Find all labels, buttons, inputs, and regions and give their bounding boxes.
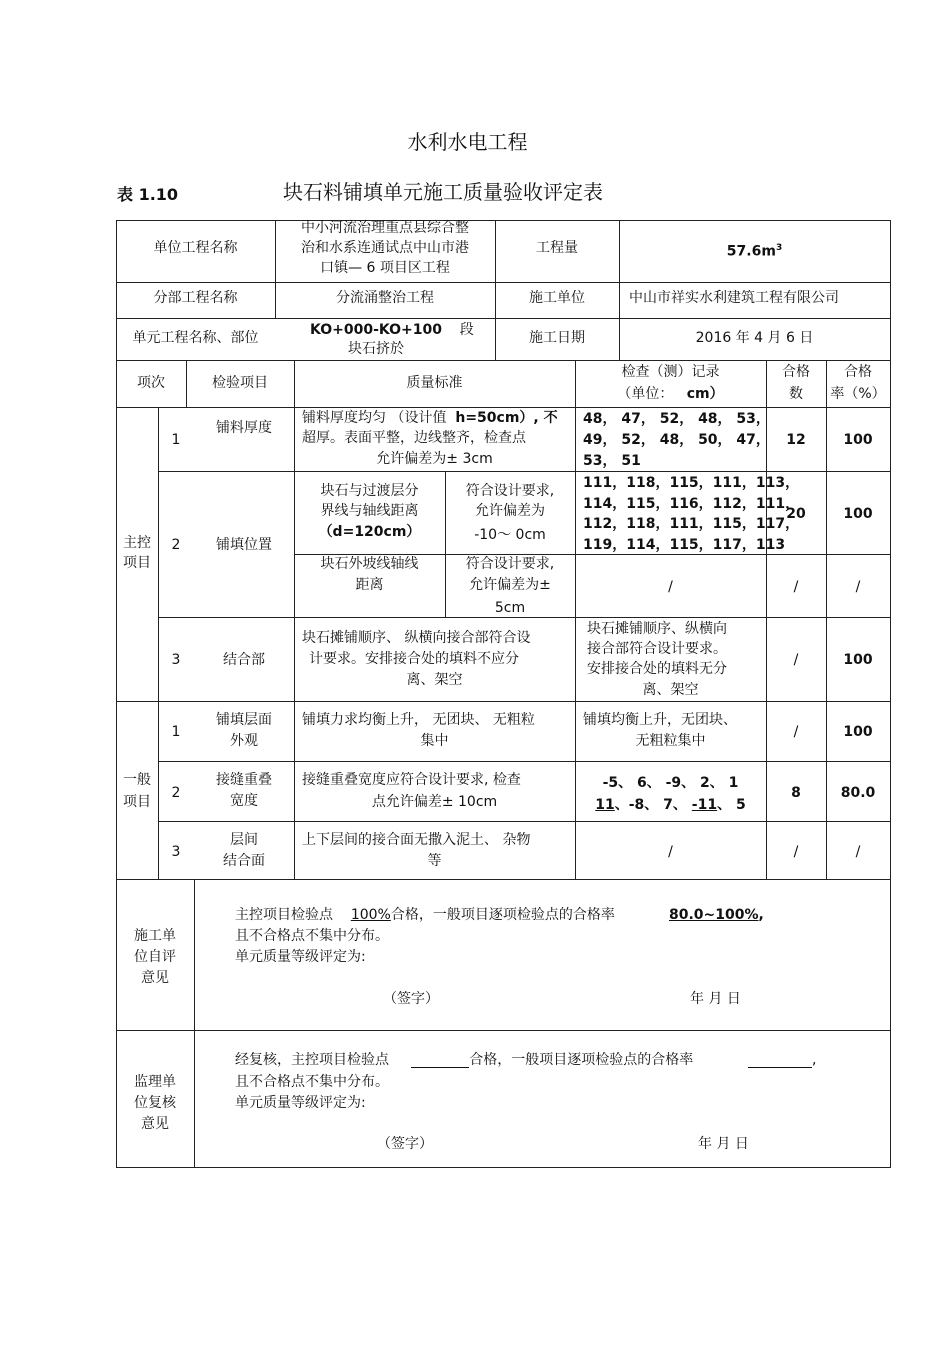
main-row2-item: 铺填位置 [216,537,272,553]
general-row3-item-2: 结合面 [223,853,265,869]
supervision-date: 年 月 日 [698,1136,749,1152]
element-value-2: 块石挤於 [348,341,404,357]
col-pass-rate-1: 合格 [844,364,872,380]
general-group-label-2: 项目 [123,794,151,810]
general-row1-standard-2: 集中 [420,733,449,749]
main-row2-sub1-name-3: （d=120cm） [318,524,421,540]
general-row2-record-1: -5、 6、 -9、 2、 1 [602,775,739,791]
main-row2-sub1-std-3: -10～ 0cm [474,527,546,543]
general-row2-rate: 80.0 [840,785,876,801]
main-row3-item: 结合部 [223,652,265,668]
main-row2-sub2-rate: / [855,579,861,595]
main-row2-sub1-rate: 100 [843,506,873,522]
general-row2-count: 8 [791,785,801,801]
main-row2-sub1-std-2: 允许偏差为 [475,503,545,519]
self-eval-line-3: 单元质量等级评定为: [235,949,366,965]
col-pass-count-2: 数 [789,386,803,402]
general-row1-record-1: 铺填均衡上升，无团块、 [583,712,737,728]
page-title: 水利水电工程 [407,130,528,154]
contractor-value: 中山市祥实水利建筑工程有限公司 [629,290,839,306]
general-row3-no: 3 [171,844,181,860]
col-item: 检验项目 [212,375,268,391]
main-row2-sub1-record-4: 119，114，115，117，113 [583,537,786,553]
general-row3-item-1: 层间 [230,832,258,848]
general-row2-item-1: 接缝重叠 [216,772,272,788]
main-group-label-2: 项目 [123,555,151,571]
unit-project-value-1: 中小河流治理重点县综合整 [301,220,469,236]
general-row3-standard-1: 上下层间的接合面无撒入泥土、 杂物 [302,832,531,848]
self-eval-sign: （签字） [383,991,439,1007]
col-pass-count-1: 合格 [782,364,810,380]
main-row3-record-4: 离、架空 [642,682,699,698]
unit-project-label: 单位工程名称 [153,240,238,256]
general-row3-count: / [793,844,799,860]
general-group-label-1: 一般 [123,772,151,788]
supervision-label-2: 位复核 [134,1095,176,1111]
date-label: 施工日期 [529,330,585,346]
self-eval-date: 年 月 日 [690,991,741,1007]
col-record-2: （单位： cm） [617,386,724,402]
col-pass-rate-2: 率（%） [830,386,886,402]
main-row2-no: 2 [171,537,181,553]
main-row1-count: 12 [786,432,806,448]
main-row3-rate: 100 [843,652,873,668]
general-row3-rate: / [855,844,861,860]
col-seq: 项次 [137,375,165,391]
main-row1-record-2: 49， 52， 48， 50， 47， [583,432,770,448]
main-row2-sub2-std-3: 5cm [494,600,526,616]
main-row3-standard-3: 离、架空 [406,672,463,688]
main-row1-record-1: 48， 47， 52， 48， 53， [583,411,770,427]
contractor-label: 施工单位 [529,290,585,306]
main-row2-sub1-name-1: 块石与过渡层分 [320,483,419,499]
self-eval-line-2: 且不合格点不集中分布。 [235,928,389,944]
general-row1-item-1: 铺填层面 [216,712,272,728]
supervision-line-2: 且不合格点不集中分布。 [235,1074,389,1090]
sub-project-value: 分流涌整治工程 [336,290,434,306]
self-eval-label-3: 意见 [141,970,169,986]
main-row3-record-3: 安排接合处的填料无分 [587,661,727,677]
main-row2-sub1-name-2: 界线与轴线距离 [320,503,419,519]
main-row2-sub2-count: / [793,579,799,595]
main-row3-no: 3 [171,652,181,668]
unit-project-value-3: 口镇— 6 项目区工程 [320,260,450,276]
main-row2-sub1-std-1: 符合设计要求, [465,483,555,499]
supervision-sign: （签字） [377,1136,433,1152]
main-row1-no: 1 [171,432,181,448]
main-row2-sub2-std-1: 符合设计要求, [465,556,555,572]
main-row2-sub1-count: 20 [786,506,806,522]
main-row3-standard-1: 块石摊铺顺序、 纵横向接合部符合设 [302,630,531,646]
general-row1-item-2: 外观 [230,733,258,749]
main-row2-sub2-name-2: 距离 [355,577,384,593]
supervision-line-3: 单元质量等级评定为: [235,1095,366,1111]
main-row1-item: 铺料厚度 [216,420,272,436]
sub-project-label: 分部工程名称 [153,290,238,306]
main-group-label-1: 主控 [123,535,151,551]
general-row2-standard-1: 接缝重叠宽度应符合设计要求, 检查 [302,772,521,788]
date-value: 2016 年 4 月 6 日 [695,330,814,346]
self-eval-label-2: 位自评 [134,949,176,965]
quantity-value: $57.6m^3$ [726,243,783,260]
main-row3-count: / [793,652,799,668]
main-row1-standard-2: 超厚。表面平整，边线整齐，检查点 [302,430,526,446]
general-row2-no: 2 [171,785,181,801]
main-row1-rate: 100 [843,432,873,448]
unit-project-value-2: 治和水系连通试点中山市港 [301,240,469,256]
supervision-line-1: 经复核，主控项目检验点 合格，一般项目逐项检验点的合格率 [235,1052,694,1068]
main-row2-sub2-record: / [668,579,673,595]
main-row2-sub2-std-2: 允许偏差为± [469,577,551,593]
general-row2-record-2: 11、-8、 7、 -11、 5 [595,797,746,813]
form-title: 块石料铺填单元施工质量验收评定表 [283,180,603,204]
supervision-rate-blank: , [748,1050,816,1070]
element-value-1: KO+000-KO+100 段 [310,322,474,338]
self-eval-rate-range: 80.0~100%, [669,907,764,923]
general-row1-standard-1: 铺填力求均衡上升， 无团块、 无粗粒 [302,712,535,728]
general-row3-standard-2: 等 [427,853,442,869]
main-row1-standard-1: 铺料厚度均匀 （设计值 h=50cm）, 不 [302,410,558,426]
main-row2-sub1-record-3: 112，118，111，115，117， [583,516,800,532]
general-row2-standard-2: 点允许偏差± 10cm [371,794,498,810]
main-row1-standard-3: 允许偏差为± 3cm [376,451,493,467]
main-row3-record-2: 接合部符合设计要求。 [587,641,727,657]
main-row2-sub2-name-1: 块石外坡线轴线 [320,556,419,572]
element-label: 单元工程名称、部位 [132,330,259,346]
col-record-1: 检查（测）记录 [621,364,720,380]
col-standard: 质量标准 [406,375,463,391]
self-eval-line-1: 主控项目检验点 100%合格，一般项目逐项检验点的合格率 [235,907,615,923]
general-row3-record: / [668,844,673,860]
general-row1-rate: 100 [843,724,873,740]
main-row1-record-3: 53， 51 [583,453,641,469]
main-row3-standard-2: 计要求。安排接合处的填料不应分 [309,651,519,667]
main-row2-sub1-record-2: 114，115，116，112，111， [583,496,800,512]
quantity-label: 工程量 [536,240,578,256]
supervision-label-1: 监理单 [134,1074,176,1090]
general-row1-record-2: 无粗粒集中 [635,733,706,749]
supervision-label-3: 意见 [141,1116,169,1132]
main-row3-record-1: 块石摊铺顺序、纵横向 [587,621,727,637]
general-row1-no: 1 [171,724,181,740]
self-eval-label-1: 施工单 [134,928,176,944]
table-number: 表 1.10 [117,185,179,204]
general-row2-item-2: 宽度 [230,793,258,809]
main-row2-sub1-record-1: 111，118，115，111，113， [583,475,800,491]
general-row1-count: / [793,724,799,740]
